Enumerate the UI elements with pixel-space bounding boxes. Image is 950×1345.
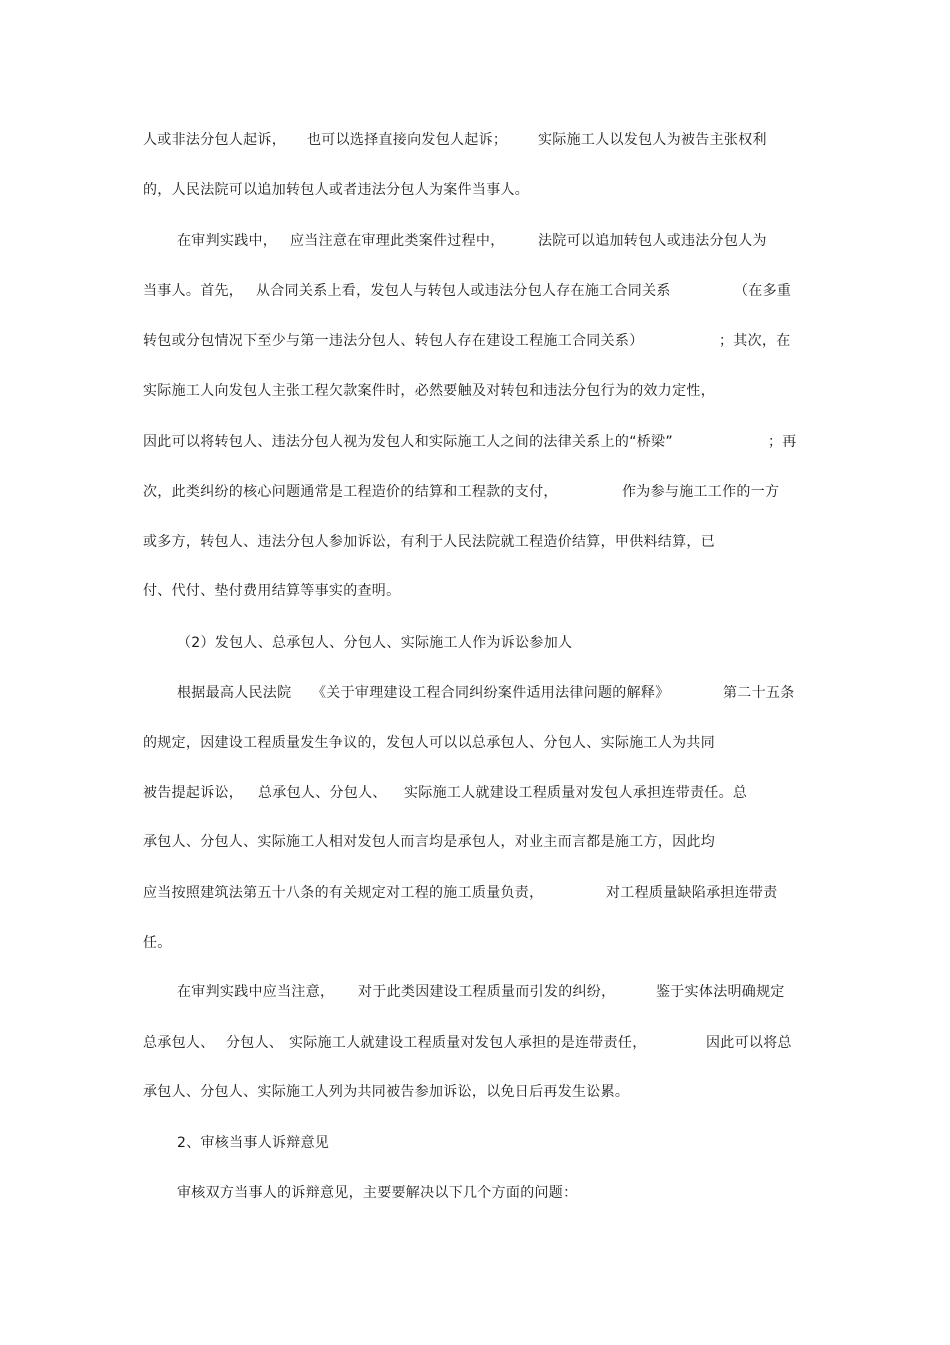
text-segment: （2）发包人、总承包人、分包人、实际施工人作为诉讼参加人 [177, 635, 573, 651]
text-line [0, 231, 767, 251]
text-line [0, 1033, 792, 1053]
text-line [0, 130, 767, 150]
text-segment: 从合同关系上看，发包人与转包人或违法分包人存在施工合同关系 [256, 283, 671, 299]
text-line [0, 281, 792, 301]
text-segment: 总承包人、分包人、 [258, 785, 387, 801]
text-segment: 承包人、分包人、实际施工人列为共同被告参加诉讼，以免日后再发生讼累。 [143, 1084, 630, 1100]
text-line [0, 933, 172, 953]
text-segment: 法院可以追加转包人或违法分包人为 [538, 233, 767, 249]
text-line [0, 733, 715, 753]
text-segment: 实际施工人以发包人为被告主张权利 [538, 132, 767, 148]
text-segment: 因此可以将转包人、违法分包人视为发包人和实际施工人之间的法律关系上的“桥梁” [143, 434, 673, 450]
text-segment: ；再 [768, 434, 797, 450]
text-segment: 实际施工人向发包人主张工程欠款案件时，必然要触及对转包和违法分包行为的效力定性， [143, 383, 715, 399]
text-segment: 对工程质量缺陷承担连带责 [606, 885, 778, 901]
text-segment: 作为参与施工工作的一方 [622, 484, 780, 500]
text-segment: 应当按照建筑法第五十八条的有关规定对工程的施工质量负责， [143, 885, 544, 901]
text-segment: 《关于审理建设工程合同纠纷案件适用法律问题的解释》 [312, 685, 670, 701]
text-line [0, 180, 530, 200]
text-line [0, 633, 573, 653]
text-segment: 鉴于实体法明确规定 [656, 984, 785, 1000]
text-line [0, 883, 778, 903]
text-segment: ；其次，在 [719, 333, 791, 349]
text-line [0, 683, 795, 703]
text-segment: 在审判实践中应当注意， [177, 984, 335, 1000]
text-segment: 实际施工人就建设工程质量对发包人承担的是连带责任， [289, 1035, 647, 1051]
text-segment: 对于此类因建设工程质量而引发的纠纷， [358, 984, 616, 1000]
text-segment: 被告提起诉讼， [143, 785, 244, 801]
text-segment: 在审判实践中， [177, 233, 278, 249]
text-segment: 也可以选择直接向发包人起诉； [307, 132, 508, 148]
text-segment: 分包人、 [226, 1035, 284, 1051]
text-segment: 转包或分包情况下至少与第一违法分包人、转包人存在建设工程施工合同关系） [143, 333, 644, 349]
text-line [0, 832, 715, 852]
text-line [0, 482, 780, 502]
text-segment: 的，人民法院可以追加转包人或者违法分包人为案件当事人。 [143, 182, 530, 198]
text-segment: 付、代付、垫付费用结算等事实的查明。 [143, 583, 401, 599]
text-segment: 总承包人、 [143, 1035, 215, 1051]
text-line [0, 331, 791, 351]
text-line [0, 1183, 578, 1203]
text-line [0, 532, 715, 552]
text-line [0, 1082, 630, 1102]
text-line [0, 381, 715, 401]
text-segment: 承包人、分包人、实际施工人相对发包人而言均是承包人，对业主而言都是施工方，因此均 [143, 834, 715, 850]
text-segment: 的规定，因建设工程质量发生争议的，发包人可以以总承包人、分包人、实际施工人为共同 [143, 735, 715, 751]
text-segment: 当事人。首先， [143, 283, 244, 299]
text-line [0, 581, 401, 601]
text-segment: （在多重 [734, 283, 792, 299]
text-segment: 人或非法分包人起诉， [143, 132, 286, 148]
text-segment: 次，此类纠纷的核心问题通常是工程造价的结算和工程款的支付， [143, 484, 558, 500]
text-segment: 2、审核当事人诉辩意见 [177, 1135, 330, 1151]
text-segment: 应当注意在审理此类案件过程中， [290, 233, 505, 249]
text-segment: 因此可以将总 [706, 1035, 792, 1051]
text-segment: 实际施工人就建设工程质量对发包人承担连带责任。总 [404, 785, 748, 801]
text-line [0, 432, 797, 452]
text-segment: 第二十五条 [723, 685, 795, 701]
text-segment: 根据最高人民法院 [177, 685, 292, 701]
text-segment: 任。 [143, 935, 172, 951]
text-segment: 审核双方当事人的诉辩意见，主要要解决以下几个方面的问题： [177, 1185, 578, 1201]
text-line [0, 1133, 330, 1153]
text-line [0, 783, 748, 803]
text-segment: 或多方，转包人、违法分包人参加诉讼，有利于人民法院就工程造价结算，甲供料结算，已 [143, 534, 715, 550]
text-line [0, 982, 785, 1002]
